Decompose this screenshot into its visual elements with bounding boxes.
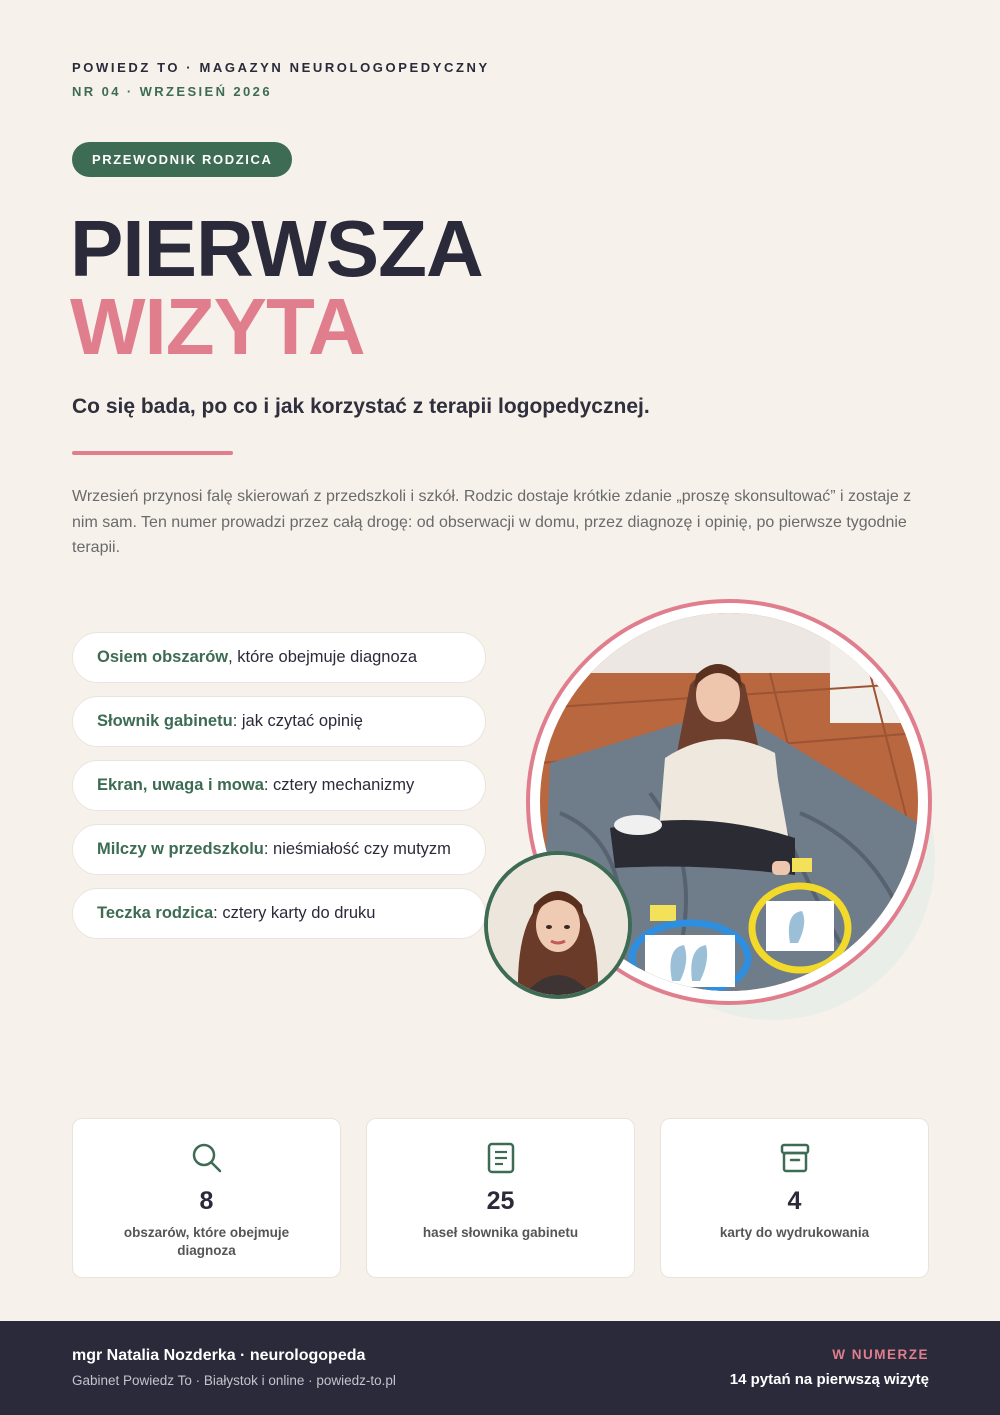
topic-highlight: Teczka rodzica bbox=[97, 904, 214, 922]
stat-label: obszarów, które obejmuje diagnoza bbox=[123, 1225, 290, 1258]
footer bbox=[0, 1321, 1000, 1415]
topics-list bbox=[72, 632, 486, 952]
author-name: mgr Natalia Nozderka · neurologopeda bbox=[72, 1347, 366, 1364]
topic-text: : nieśmiałość czy mutyzm bbox=[263, 840, 451, 858]
in-this-issue bbox=[730, 1347, 929, 1388]
title-line-2: WIZYTA bbox=[70, 282, 365, 371]
topic-text: : jak czytać opinię bbox=[232, 712, 363, 730]
magazine-name: POWIEDZ TO · MAGAZYN NEUROLOGOPEDYCZNY bbox=[72, 60, 490, 75]
topic-item bbox=[72, 888, 486, 939]
issue-number: NR 04 · WRZESIEŃ 2026 bbox=[72, 84, 272, 99]
topic-highlight: Osiem obszarów bbox=[97, 648, 229, 666]
photo-group bbox=[480, 595, 960, 1035]
topic-highlight: Słownik gabinetu bbox=[97, 712, 233, 730]
topic-highlight: Milczy w przedszkolu bbox=[97, 840, 264, 858]
subtitle: Co się bada, po co i jak korzystać z terapii logopedycznej. bbox=[72, 395, 650, 418]
category-badge: PRZEWODNIK RODZICA bbox=[72, 142, 292, 177]
masthead bbox=[72, 60, 490, 99]
stat-number: 8 bbox=[199, 1187, 214, 1215]
stat-card bbox=[72, 1118, 341, 1278]
divider bbox=[72, 451, 233, 455]
topic-text: : cztery mechanizmy bbox=[263, 776, 415, 794]
topic-text: : cztery karty do druku bbox=[213, 904, 376, 922]
author-portrait bbox=[484, 851, 632, 999]
stat-label: karty do wydrukowania bbox=[719, 1225, 870, 1240]
intro-paragraph: Wrzesień przynosi falę skierowań z przedszkoli i szkół. Rodzic dostaje krótkie zdanie „proszę skonsultować” i zostaje z nim sam. Ten numer prowadzi przez całą drogę: od obserwacji w domu, przez diagnozę i opinię, po pierwsze tygodnie terapii. bbox=[72, 488, 912, 556]
page-title bbox=[70, 204, 483, 371]
topic-highlight: Ekran, uwaga i mowa bbox=[97, 776, 264, 794]
topic-item bbox=[72, 632, 486, 683]
topic-text: , które obejmuje diagnoza bbox=[228, 648, 418, 666]
practice-info: Gabinet Powiedz To · Białystok i online · powiedz-to.pl bbox=[72, 1373, 396, 1388]
stat-number: 25 bbox=[486, 1187, 515, 1215]
stat-label: haseł słownika gabinetu bbox=[422, 1225, 579, 1240]
title-line-1: PIERWSZA bbox=[70, 204, 483, 293]
topic-item bbox=[72, 824, 486, 875]
in-this-issue-text: 14 pytań na pierwszą wizytę bbox=[729, 1371, 929, 1388]
stats-row bbox=[72, 1118, 929, 1278]
stat-card bbox=[660, 1118, 929, 1278]
search-icon bbox=[73, 1141, 340, 1175]
stat-number: 4 bbox=[787, 1187, 802, 1215]
in-this-issue-label: W NUMERZE bbox=[832, 1347, 929, 1362]
document-icon bbox=[367, 1141, 634, 1175]
topic-item bbox=[72, 760, 486, 811]
archive-box-icon bbox=[661, 1141, 928, 1175]
stat-card bbox=[366, 1118, 635, 1278]
topic-item bbox=[72, 696, 486, 747]
